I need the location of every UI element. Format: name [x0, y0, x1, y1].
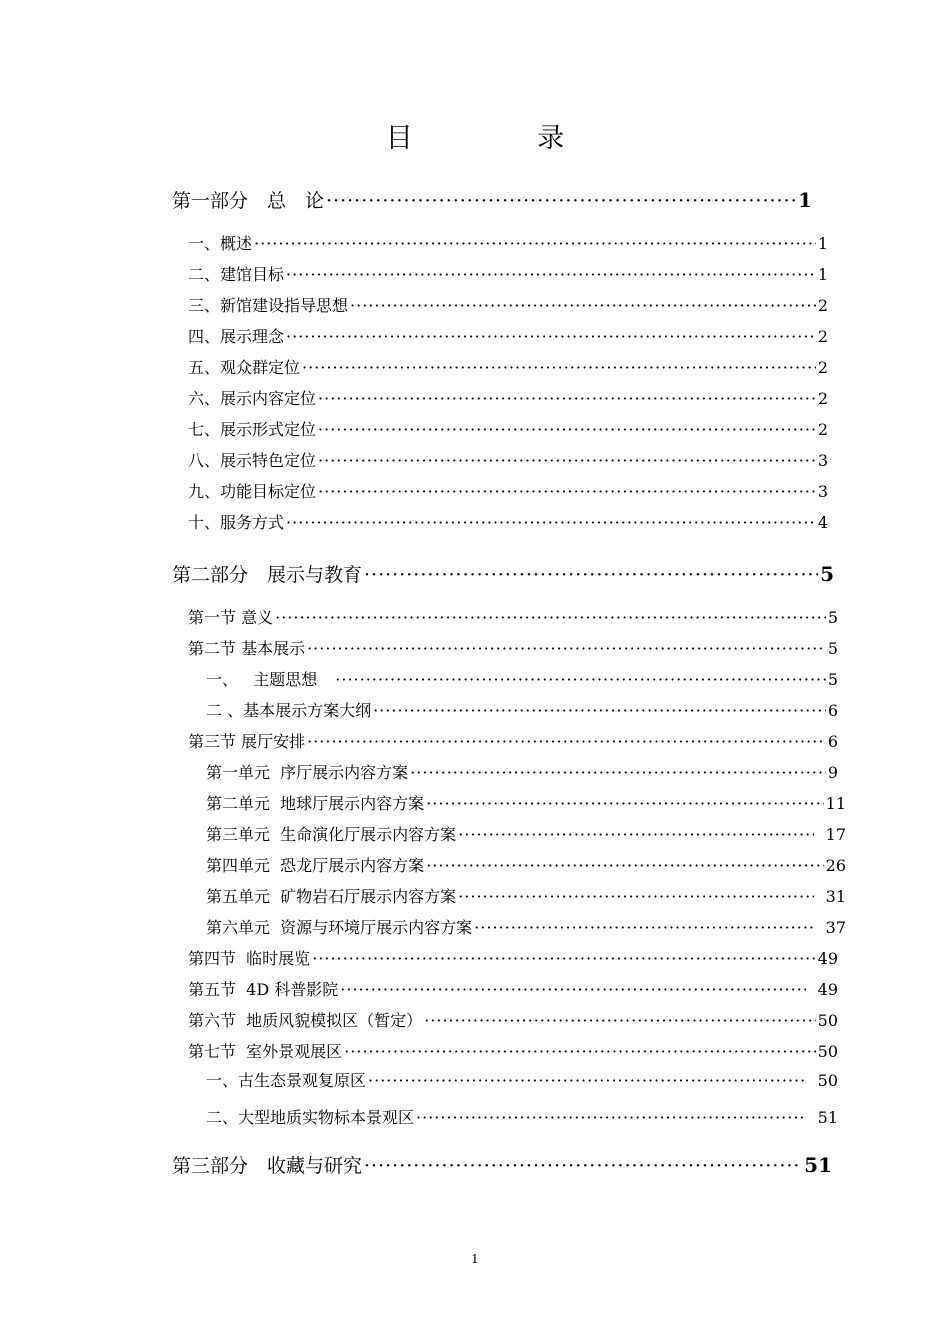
toc-page: 50 [817, 1071, 838, 1090]
toc-page: 49 [817, 980, 838, 999]
toc-page: 3 [817, 482, 828, 501]
toc-item[interactable] [188, 510, 828, 533]
toc-item[interactable] [188, 262, 828, 285]
toc-label: 第二部分 展示与教育 [172, 564, 363, 586]
toc-label: 三、新馆建设指导思想 [188, 296, 349, 315]
toc-label: 九、功能目标定位 [188, 482, 317, 501]
toc-page: 51 [817, 1108, 838, 1127]
toc-leader [286, 327, 816, 346]
toc-label: 六、展示内容定位 [188, 389, 317, 408]
toc-label: 二、大型地质实物标本景观区 [206, 1108, 415, 1127]
toc-label: 第一单元 序厅展示内容方案 [206, 763, 409, 782]
toc-page: 31 [825, 887, 846, 906]
toc-page: 50 [817, 1011, 838, 1030]
toc-leader [426, 794, 823, 813]
page-number: 1 [471, 1252, 479, 1266]
toc-page: 2 [817, 389, 828, 408]
toc-item[interactable] [188, 946, 838, 969]
toc-item[interactable] [188, 636, 838, 659]
toc-page: 2 [817, 358, 828, 377]
toc-leader [424, 1011, 815, 1030]
toc-item[interactable] [188, 479, 828, 502]
toc-item[interactable] [188, 324, 828, 347]
toc-label: 第二单元 地球厅展示内容方案 [206, 794, 425, 813]
toc-page: 9 [827, 763, 838, 782]
toc-page: 4 [817, 513, 828, 532]
toc-page: 5 [820, 562, 834, 586]
toc-leader [364, 1155, 802, 1177]
toc-page: 11 [825, 794, 846, 813]
toc-leader [458, 887, 813, 906]
toc-leader [254, 234, 816, 253]
toc-page: 5 [827, 608, 838, 627]
toc-page: 1 [798, 188, 812, 212]
toc-item[interactable] [188, 605, 838, 628]
toc-leader [318, 482, 816, 501]
toc-title: 目 录 [385, 123, 623, 154]
toc-page: 2 [817, 420, 828, 439]
toc-leader [318, 451, 816, 470]
toc-page: 2 [817, 327, 828, 346]
toc-leader [364, 564, 818, 586]
toc-part-2[interactable] [172, 560, 834, 587]
toc-page: 1 [817, 234, 828, 253]
toc-page: 37 [825, 918, 846, 937]
toc-label: 一、 主题思想 [206, 670, 318, 689]
toc-leader [302, 358, 816, 377]
toc-leader [416, 1108, 806, 1127]
toc-label: 第五节 4D 科普影院 [188, 980, 339, 999]
toc-page: 51 [804, 1153, 832, 1177]
toc-leader [368, 1071, 806, 1090]
toc-item[interactable] [206, 853, 846, 876]
toc-page: 6 [827, 701, 838, 720]
toc-page: 5 [827, 670, 838, 689]
toc-leader [307, 732, 826, 751]
toc-label: 第六单元 资源与环境厅展示内容方案 [206, 918, 473, 937]
toc-item[interactable] [188, 1039, 838, 1062]
toc-item[interactable] [206, 760, 838, 783]
toc-label: 第二节 基本展示 [188, 639, 306, 658]
toc-item[interactable] [188, 231, 828, 254]
toc-label: 第一节 意义 [188, 608, 274, 627]
toc-label: 五、观众群定位 [188, 358, 301, 377]
toc-item[interactable] [188, 729, 838, 752]
toc-item[interactable] [188, 355, 828, 378]
toc-leader [340, 980, 805, 999]
toc-item[interactable] [188, 417, 828, 440]
toc-label: 十、服务方式 [188, 513, 285, 532]
toc-item[interactable] [206, 698, 838, 721]
toc-label: 第七节 室外景观展区 [188, 1042, 343, 1061]
toc-label: 第三部分 收藏与研究 [172, 1155, 363, 1177]
toc-part-3[interactable] [172, 1151, 832, 1178]
toc-page: 3 [817, 451, 828, 470]
toc-page: 49 [817, 949, 838, 968]
toc-label: 第一部分 总 论 [172, 190, 325, 212]
toc-item[interactable] [206, 915, 846, 938]
toc-leader [474, 918, 813, 937]
toc-item[interactable] [188, 1008, 838, 1031]
toc-page: 1 [817, 265, 828, 284]
toc-item[interactable] [206, 1068, 838, 1091]
toc-label: 第四节 临时展览 [188, 949, 311, 968]
toc-label: 一、概述 [188, 234, 253, 253]
toc-leader [275, 608, 826, 627]
toc-label: 第五单元 矿物岩石厅展示内容方案 [206, 887, 457, 906]
toc-label: 二 、基本展示方案大纲 [206, 701, 372, 720]
toc-item[interactable] [206, 822, 846, 845]
toc-label: 八、展示特色定位 [188, 451, 317, 470]
toc-label: 七、展示形式定位 [188, 420, 317, 439]
toc-leader [307, 639, 826, 658]
toc-item[interactable] [206, 1105, 838, 1128]
toc-leader [426, 856, 823, 875]
toc-item[interactable] [206, 667, 838, 690]
toc-leader [286, 265, 816, 284]
toc-leader [286, 513, 816, 532]
toc-leader [312, 949, 815, 968]
toc-label: 第六节 地质风貌模拟区（暂定） [188, 1011, 423, 1030]
toc-page: 2 [817, 296, 828, 315]
toc-page: 17 [825, 825, 846, 844]
toc-label: 第三节 展厅安排 [188, 732, 306, 751]
toc-label: 第三单元 生命演化厅展示内容方案 [206, 825, 457, 844]
toc-item[interactable] [188, 386, 828, 409]
toc-label: 一、古生态景观复原区 [206, 1071, 367, 1090]
toc-item[interactable] [188, 293, 828, 316]
toc-leader [344, 1042, 815, 1061]
toc-page: 5 [827, 639, 838, 658]
toc-leader [410, 763, 826, 782]
toc-page: 50 [817, 1042, 838, 1061]
toc-label: 第四单元 恐龙厅展示内容方案 [206, 856, 425, 875]
toc-leader [350, 296, 816, 315]
toc-item[interactable] [188, 448, 828, 471]
toc-leader [335, 670, 826, 689]
toc-item[interactable] [206, 791, 846, 814]
toc-leader [373, 701, 826, 720]
toc-page: 26 [825, 856, 846, 875]
toc-item[interactable] [206, 884, 846, 907]
toc-leader [458, 825, 813, 844]
toc-item[interactable] [188, 977, 838, 1000]
toc-part-1[interactable] [172, 186, 812, 213]
toc-leader [318, 389, 816, 408]
toc-label: 四、展示理念 [188, 327, 285, 346]
toc-leader [318, 420, 816, 439]
toc-leader [326, 190, 796, 212]
toc-page: 6 [827, 732, 838, 751]
toc-label: 二、建馆目标 [188, 265, 285, 284]
